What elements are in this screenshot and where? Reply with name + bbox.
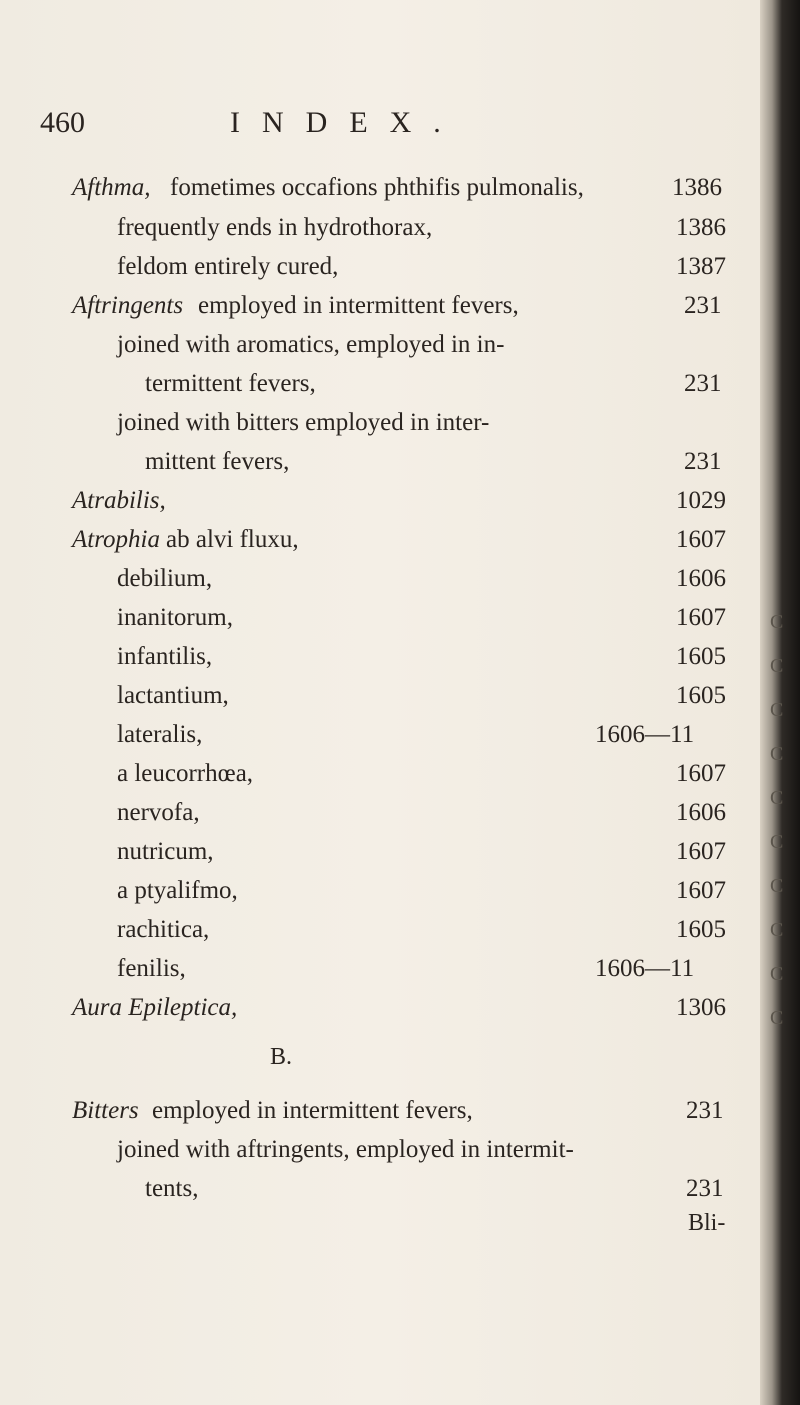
entry-page: 1386 xyxy=(672,174,722,201)
edge-letter: C xyxy=(770,743,784,765)
entry-page: 1606 xyxy=(676,565,726,592)
page-number: 460 xyxy=(40,106,85,139)
entry-page: 231 xyxy=(684,292,722,319)
entry-page: 1605 xyxy=(676,682,726,709)
entry-text: a ptyalifmo, xyxy=(117,877,238,904)
entry-page: 231 xyxy=(686,1097,724,1124)
edge-letter: C xyxy=(770,611,784,633)
entry-heading: Atrabilis, xyxy=(72,487,166,514)
entry-page: 1387 xyxy=(676,253,726,280)
entry-page: 1607 xyxy=(676,760,726,787)
edge-letter: C xyxy=(770,875,784,897)
index-entry xyxy=(0,561,760,597)
edge-letter: C xyxy=(770,655,784,677)
entry-page: 1605 xyxy=(676,643,726,670)
entry-page: 1607 xyxy=(676,604,726,631)
entry-text: joined with aftringents, employed in intermit- xyxy=(117,1136,574,1163)
index-entry xyxy=(0,210,760,246)
entry-text: nutricum, xyxy=(117,838,214,865)
edge-letters xyxy=(770,600,794,1040)
entry-heading: Aftringents xyxy=(72,292,184,319)
index-entry xyxy=(0,873,760,909)
index-entry xyxy=(0,678,760,714)
index-entry xyxy=(0,951,760,987)
section-letter: B. xyxy=(270,1044,293,1070)
edge-letter: C xyxy=(770,699,784,721)
entry-heading: Afthma, xyxy=(72,174,151,201)
catchword: Bli- xyxy=(688,1210,726,1236)
index-entry xyxy=(0,834,760,870)
entry-text: frequently ends in hydrothorax, xyxy=(117,214,433,241)
edge-letter: C xyxy=(770,787,784,809)
entry-text: lactantium, xyxy=(117,682,229,709)
index-entry xyxy=(0,288,760,324)
entry-text: joined with bitters employed in inter- xyxy=(117,409,490,436)
index-entry xyxy=(0,170,760,206)
entry-text: mittent fevers, xyxy=(145,448,290,475)
entry-text: employed in intermittent fevers, xyxy=(152,1097,473,1124)
index-entry xyxy=(0,600,760,636)
index-entry xyxy=(0,405,760,441)
index-entry xyxy=(0,756,760,792)
entry-page: 231 xyxy=(686,1175,724,1202)
entry-text: lateralis, xyxy=(117,721,203,748)
edge-letter: C xyxy=(770,963,784,985)
entry-heading: Atrophia xyxy=(72,526,160,553)
index-entry xyxy=(0,1132,760,1168)
entry-page: 1605 xyxy=(676,916,726,943)
entry-text: termittent fevers, xyxy=(145,370,316,397)
entry-text: nervofa, xyxy=(117,799,200,826)
entry-heading: Aura Epileptica, xyxy=(72,994,238,1021)
entry-page: 1606 xyxy=(676,799,726,826)
index-entry xyxy=(0,249,760,285)
entry-page: 1606—11 xyxy=(595,721,695,748)
page-title: INDEX. xyxy=(230,106,463,139)
edge-letter: C xyxy=(770,1007,784,1029)
entry-page: 1607 xyxy=(676,838,726,865)
index-entry xyxy=(0,327,760,363)
entry-page: 1607 xyxy=(676,526,726,553)
index-entry xyxy=(0,795,760,831)
index-entry xyxy=(0,1093,760,1129)
index-entry xyxy=(0,912,760,948)
entry-text: inanitorum, xyxy=(117,604,233,631)
entry-page: 1607 xyxy=(676,877,726,904)
entry-text: tents, xyxy=(145,1175,199,1202)
entry-text: rachitica, xyxy=(117,916,210,943)
page-header xyxy=(40,106,600,146)
index-entry xyxy=(0,639,760,675)
entry-page: 1306 xyxy=(676,994,726,1021)
entry-text: fometimes occafions phthifis pulmonalis, xyxy=(170,174,584,201)
index-entry xyxy=(0,483,760,519)
entry-text: employed in intermittent fevers, xyxy=(198,292,519,319)
entry-text: fenilis, xyxy=(117,955,186,982)
index-entry xyxy=(0,717,760,753)
index-entry xyxy=(0,444,760,480)
facing-page-edge xyxy=(760,0,800,1405)
index-entry xyxy=(0,990,760,1026)
entry-page: 1386 xyxy=(676,214,726,241)
index-entry xyxy=(0,366,760,402)
entry-text: joined with aromatics, employed in in- xyxy=(117,331,505,358)
entry-heading: Bitters xyxy=(72,1097,139,1124)
index-entry xyxy=(0,1171,760,1207)
entry-page: 1606—11 xyxy=(595,955,695,982)
entry-text: debilium, xyxy=(117,565,213,592)
entry-page: 231 xyxy=(684,448,722,475)
entry-page: 231 xyxy=(684,370,722,397)
index-entry xyxy=(0,522,760,558)
entry-text: feldom entirely cured, xyxy=(117,253,339,280)
entry-page: 1029 xyxy=(676,487,726,514)
entry-text: infantilis, xyxy=(117,643,213,670)
edge-letter: C xyxy=(770,919,784,941)
entry-text: a leucorrhœa, xyxy=(117,760,254,787)
edge-letter: C xyxy=(770,831,784,853)
entry-text: ab alvi fluxu, xyxy=(166,526,299,553)
